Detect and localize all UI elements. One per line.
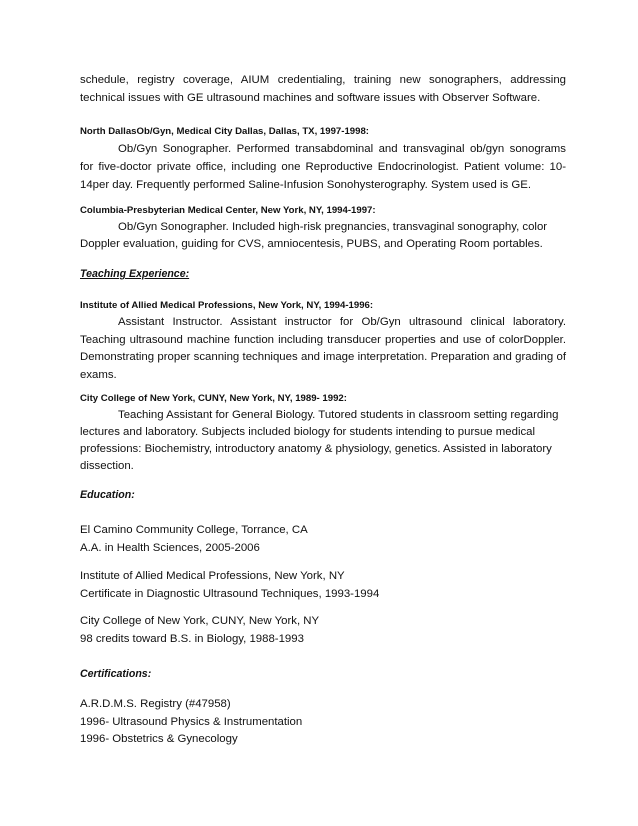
intro-text: schedule, registry coverage, AIUM credentialing, training new sonographers, addressing technical issues with GE ultrasound machines and software issues with Observer Software. (80, 74, 566, 104)
education-entry (80, 568, 566, 603)
section-title: Certifications: (80, 668, 152, 680)
teaching-header: City College of New York, CUNY, New York, NY, 1989- 1992: (80, 393, 347, 404)
job-description: Ob/Gyn Sonographer. Performed transabdominal and transvaginal ob/gyn sonograms for five-doctor private office, including one Reproductive Endocrinologist. Patient volume: 10-14per day. Frequently performed Saline-Infusion Sonohysterography. System used is GE. (80, 143, 566, 191)
intro-paragraph (80, 71, 566, 107)
job-description: Ob/Gyn Sonographer. Included high-risk pregnancies, transvaginal sonography, color Doppler evaluation, guiding for CVS, amniocentesis, PUBS, and Operating Room portables. (80, 221, 548, 250)
education-institution: City College of New York, CUNY, New York, NY (80, 615, 320, 627)
job-header: North DallasOb/Gyn, Medical City Dallas, Dallas, TX, 1997-1998: (80, 126, 369, 137)
teaching-header: Institute of Allied Medical Professions, New York, NY, 1994-1996: (80, 300, 374, 311)
education-entry (80, 613, 566, 648)
section-heading-certifications (80, 666, 566, 682)
certification-line: A.R.D.M.S. Registry (#47958) (80, 698, 231, 710)
education-credential: 98 credits toward B.S. in Biology, 1988-1993 (80, 632, 304, 645)
education-entry (80, 522, 566, 557)
section-heading-teaching (80, 266, 566, 282)
teaching-description: Assistant Instructor. Assistant instructor for Ob/Gyn ultrasound clinical laboratory. Teaching ultrasound machine function including transducer properties and use of colorDoppler. Demonstrating proper scanning techniques and image interpretation. Preparation and grading of exams. (80, 316, 566, 381)
section-heading-education (80, 487, 566, 503)
education-credential: A.A. in Health Sciences, 2005-2006 (80, 541, 260, 554)
teaching-entry (80, 298, 566, 384)
education-institution: El Camino Community College, Torrance, CA (80, 524, 308, 536)
job-header: Columbia-Presbyterian Medical Center, New York, NY, 1994-1997: (80, 205, 376, 216)
job-entry (80, 203, 566, 253)
teaching-description: Teaching Assistant for General Biology. Tutored students in classroom setting regarding lectures and laboratory. Subjects included biology for students intending to pursue medical professions: Biochemistry, introductory anatomy & physiology, genetics. Assisted in laboratory dissection. (80, 409, 559, 472)
job-entry (80, 124, 566, 194)
section-title: Education: (80, 489, 135, 501)
certification-list (80, 696, 566, 749)
certification-line: 1996- Ultrasound Physics & Instrumentation (80, 715, 303, 728)
teaching-entry (80, 391, 566, 475)
education-credential: Certificate in Diagnostic Ultrasound Techniques, 1993-1994 (80, 587, 380, 600)
education-institution: Institute of Allied Medical Professions, New York, NY (80, 570, 345, 582)
certification-line: 1996- Obstetrics & Gynecology (80, 733, 238, 745)
section-title: Teaching Experience: (80, 268, 190, 280)
